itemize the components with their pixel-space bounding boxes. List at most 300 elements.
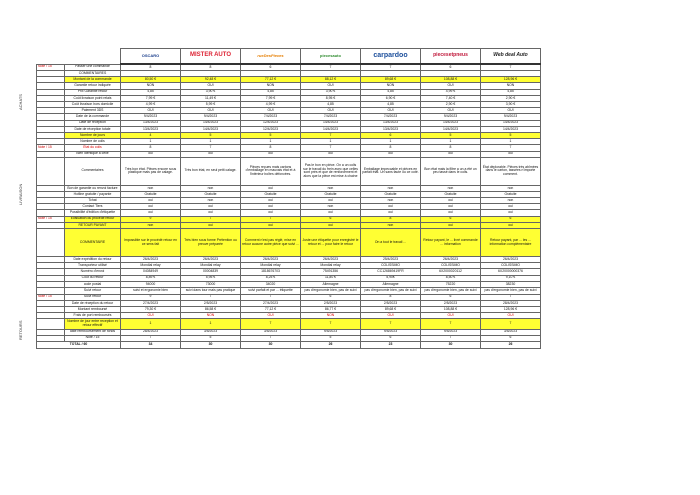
cell-value: 26/4/2023: [181, 257, 241, 263]
cell-value: 34020: [241, 281, 301, 287]
cell-value: oui: [121, 204, 181, 210]
row-label: COMMENTAIRES: [65, 70, 121, 77]
cell-value: 6: [301, 294, 361, 300]
cell-value: 11,80 €: [301, 275, 361, 281]
cell-value: 13/4/2023: [121, 126, 181, 132]
cell-value: 26/4/2023: [301, 257, 361, 263]
cell-value: 14/4/2023: [421, 120, 481, 126]
cell-value: Comment n'est pas réglé, mise en retour aucune autre pièce que suivi ...: [241, 229, 301, 257]
cell-value: Pas le bon en pièce. On a un colis sur le travail du frein avec que celles sont près et que de renforcement et alors que la pièce est mise à chaine: [301, 157, 361, 185]
cell-value: oui: [241, 151, 301, 157]
cell-value: OUI: [481, 108, 541, 114]
cell-value: oui: [421, 210, 481, 216]
cell-value: 5: [421, 132, 481, 138]
cell-value: Gratuite: [241, 191, 301, 197]
cell-value: 8: [421, 145, 481, 151]
webdealauto-logo: Web deal Auto: [493, 52, 528, 59]
row-label: Date de la commande: [65, 114, 121, 120]
cell-value: 4,85: [301, 102, 361, 108]
cell-value: non: [481, 198, 541, 204]
cell-value: Pièces reçues mais cartons d'emballage en mauvais état et à l'intérieur boîtes défoncées.: [241, 157, 301, 185]
cell-value: NON: [241, 83, 301, 89]
cell-value: 80,50 €: [121, 77, 181, 83]
cell-value: OUI: [421, 108, 481, 114]
cell-value: Gratuite: [181, 191, 241, 197]
row-note: Note / 15: [37, 145, 65, 151]
cell-value: 7/4/2023: [361, 114, 421, 120]
cell-value: 7: [361, 64, 421, 70]
cell-value: OUI: [241, 108, 301, 114]
cell-value: 26/4/2023: [421, 257, 481, 263]
total-value: 30: [241, 341, 301, 348]
row-label: Nombre de jours: [65, 132, 121, 138]
cell-value: Gratuite: [121, 191, 181, 197]
site-header-3: [301, 49, 361, 65]
cell-value: oui: [181, 204, 241, 210]
cell-value: OUI: [121, 313, 181, 319]
cell-value: oui: [421, 204, 481, 210]
cell-value: Mondial relay: [181, 263, 241, 269]
cell-value: non: [181, 198, 241, 204]
cell-value: oui: [481, 222, 541, 228]
row-label: Garantie retour indiquée: [65, 83, 121, 89]
cell-value: 7: [421, 319, 481, 329]
cell-value: OUI: [421, 83, 481, 89]
cell-value: 4: [121, 132, 181, 138]
row-note: Note / 15: [37, 216, 65, 222]
row-label: Suivi retour: [65, 287, 121, 294]
cell-value: 1: [121, 319, 181, 329]
cell-value: NON: [361, 83, 421, 89]
cell-value: 8: [361, 294, 421, 300]
section-label-livraison: LIVRAISON: [18, 183, 23, 205]
cell-value: 89,68 €: [361, 306, 421, 312]
cell-value: oui: [241, 185, 301, 191]
cell-value: 4,85: [361, 89, 421, 95]
header-spacer: [37, 49, 65, 65]
cell-value: oui: [121, 210, 181, 216]
cell-value: 1: [421, 139, 481, 145]
cell-value: 8,95 €: [301, 95, 361, 101]
cell-value: 7: [361, 319, 421, 329]
cell-value: COLISSIMO: [361, 263, 421, 269]
carpardoo-logo: carpardoo: [373, 52, 408, 60]
table-row: [37, 70, 541, 77]
total-label: TOTAL / 60: [37, 341, 121, 348]
cell-value: oui: [301, 210, 361, 216]
cell-value: 13/4/2023: [361, 120, 421, 126]
cell-value: 7: [481, 145, 541, 151]
cell-value: 7: [301, 132, 361, 138]
cell-value: pas d'ergonomie bien, pas de suivi: [301, 287, 361, 294]
cell-value: 3/5/2023: [481, 329, 541, 335]
cell-value: oui: [421, 151, 481, 157]
cell-value: pas d'ergonomie bien, pas de suivi: [481, 287, 541, 294]
cell-value: 26/4/2023: [241, 257, 301, 263]
row-label: Passer une commande: [65, 64, 121, 70]
cell-value: oui: [301, 222, 361, 228]
cell-value: Très bon état, en seul petit calage.: [181, 157, 241, 185]
cell-value: 3,90 €: [301, 89, 361, 95]
cell-value: Juste une étiquette pour enregistré le retour et ... pour faire le retour: [301, 229, 361, 257]
cell-value: 1: [361, 139, 421, 145]
cell-value: 5: [181, 132, 241, 138]
row-label: État du colis: [65, 145, 121, 151]
cell-value: 77,12 €: [241, 306, 301, 312]
cell-value: Impossible sur le procédé retour en ce sens fait: [121, 229, 181, 257]
cell-value: 5,99 €: [181, 102, 241, 108]
cell-value: 1818676703: [241, 269, 301, 275]
cell-value: 6: [481, 216, 541, 222]
cell-value: 3,90 €: [181, 89, 241, 95]
cell-value: oui: [181, 151, 241, 157]
cell-value: Retour payant, le ... livré commande ... information: [421, 229, 481, 257]
cell-value: 9,10 €: [481, 275, 541, 281]
row-label: Date de réception du retour: [65, 300, 121, 306]
cell-value: 5: [301, 335, 361, 341]
cell-value: 86,77 €: [301, 306, 361, 312]
cell-value: 8: [121, 64, 181, 70]
cell-value: 2/5/2023: [361, 300, 421, 306]
cell-value: NON: [181, 313, 241, 319]
cell-value: 14/4/2023: [421, 126, 481, 132]
cell-value: pas d'ergonomie bien, pas de suivi: [361, 287, 421, 294]
cell-value: 28/4/2023: [481, 300, 541, 306]
cell-value: 38230: [481, 281, 541, 287]
cell-value: 28/4/2023: [121, 329, 181, 335]
cell-value: Mondial relay: [121, 263, 181, 269]
cell-value: 13/4/2023: [121, 120, 181, 126]
row-label: Commentaires: [65, 157, 121, 185]
row-label: RETOUR PAYANT: [65, 222, 121, 228]
cell-value: 7: [241, 294, 301, 300]
cell-value: 6,90 €: [361, 95, 421, 101]
cell-value: 00004839: [181, 269, 241, 275]
cell-value: 7: [481, 319, 541, 329]
cell-value: 89,68 €: [361, 77, 421, 83]
cell-value: oui: [421, 198, 481, 204]
cell-value: 14/4/2023: [481, 126, 541, 132]
cell-value: CC126869419FR: [361, 269, 421, 275]
total-value: 26: [301, 341, 361, 348]
cell-value: oui: [241, 222, 301, 228]
cell-value: 6: [361, 335, 421, 341]
row-label: date remboursement de fonds: [65, 329, 121, 335]
cell-value: 7,99 €: [241, 95, 301, 101]
cell-value: 8: [361, 145, 421, 151]
cell-value: OUI: [181, 83, 241, 89]
cell-value: 7: [181, 294, 241, 300]
header-row: [37, 49, 541, 65]
row-label: Tchat: [65, 198, 121, 204]
cell-value: OUI: [121, 108, 181, 114]
cell-value: 27/4/2023: [241, 300, 301, 306]
row-label: Bon de garantie ou renvoi facture: [65, 185, 121, 191]
site-header-6: [481, 49, 541, 65]
cell-value: NON: [301, 313, 361, 319]
total-value: 30: [421, 341, 481, 348]
cell-value: 7: [121, 335, 181, 341]
row-note: [37, 319, 65, 329]
table-row: [37, 319, 541, 329]
row-label: Prix Garantie retour: [65, 89, 121, 95]
cell-value: Gratuite: [301, 191, 361, 197]
row-label: Évaluation du procédé retour: [65, 216, 121, 222]
cell-value: 9/5/2023: [421, 329, 481, 335]
cell-value: 8: [121, 145, 181, 151]
table-row: [37, 157, 541, 185]
cell-value: 26/4/2023: [481, 257, 541, 263]
cell-value: Allemagne: [301, 281, 361, 287]
cell-value: 1: [121, 139, 181, 145]
cell-value: [241, 70, 301, 77]
cell-value: oui: [421, 222, 481, 228]
row-label: Montant remboursé: [65, 306, 121, 312]
cell-value: Emballage impeccable et pièces en parfait état. Un sans faute ou ce coté.: [361, 157, 421, 185]
row-label: Date expédition du retour: [65, 257, 121, 263]
cell-value: 3/5/2023: [181, 329, 241, 335]
cell-value: 73000: [181, 281, 241, 287]
cell-value: Mondial relay: [301, 263, 361, 269]
cell-value: 1: [181, 139, 241, 145]
cell-value: 7: [421, 335, 481, 341]
row-label: Date de réception: [65, 120, 121, 126]
cell-value: oui: [481, 210, 541, 216]
cell-value: 6: [421, 64, 481, 70]
cell-value: 128,96 €: [481, 77, 541, 83]
row-label: Paiement 3DS: [65, 108, 121, 114]
cell-value: Gratuite: [361, 191, 421, 197]
cell-value: [181, 70, 241, 77]
oscaro-logo: OSCARO: [141, 53, 160, 59]
cell-value: 1: [481, 139, 541, 145]
cell-value: non: [301, 185, 361, 191]
cell-value: non: [301, 204, 361, 210]
cell-value: 6X2000020112: [421, 269, 481, 275]
cell-value: 14/4/2023: [181, 126, 241, 132]
row-label: Nombre de jour entre reception et retour effectif: [65, 319, 121, 329]
cell-value: 2,90 €: [421, 102, 481, 108]
cell-value: 7: [301, 145, 361, 151]
cell-value: 5,90€: [361, 275, 421, 281]
mister-auto-logo: MISTER AUTO: [189, 52, 231, 59]
cell-value: 1: [181, 319, 241, 329]
cell-value: [361, 70, 421, 77]
cell-value: 27/4/2023: [121, 300, 181, 306]
cell-value: Très bien sous forme Prétention ou preuve préparée: [181, 229, 241, 257]
row-label: Suivi retour: [65, 294, 121, 300]
cell-value: non: [361, 185, 421, 191]
piecesetpneus-logo: piecesetpneus: [433, 52, 468, 59]
cell-value: oui: [241, 210, 301, 216]
table-row: [37, 287, 541, 294]
row-note: Note / 15: [37, 294, 65, 300]
cell-value: 4,99 €: [421, 89, 481, 95]
cell-value: 04084949: [121, 269, 181, 275]
cell-value: [121, 70, 181, 77]
row-note: [37, 287, 65, 294]
cell-value: [301, 70, 361, 77]
cell-value: 5: [241, 132, 301, 138]
cell-value: 6: [361, 132, 421, 138]
cell-value: 3,90 €: [481, 102, 541, 108]
cell-value: OUI: [181, 108, 241, 114]
total-value: 26: [481, 341, 541, 348]
cell-value: 94000: [121, 281, 181, 287]
cell-value: 11,49 €: [181, 95, 241, 101]
cell-value: non: [181, 185, 241, 191]
cell-value: Gratuite: [421, 191, 481, 197]
cell-value: 4,99 €: [121, 102, 181, 108]
cell-value: 75220: [421, 281, 481, 287]
cell-value: 9/4/2023: [421, 114, 481, 120]
cell-value: 2/5/2023: [421, 300, 481, 306]
header-spacer: [65, 49, 121, 65]
cell-value: 7: [181, 145, 241, 151]
total-value: 23: [361, 341, 421, 348]
total-value: 30: [181, 341, 241, 348]
cell-value: On a tout le travail ...: [361, 229, 421, 257]
cell-value: 7: [301, 64, 361, 70]
cell-value: 1: [301, 139, 361, 145]
comparison-sheet: [36, 48, 540, 349]
cell-value: oui: [361, 204, 421, 210]
cell-value: 6: [241, 64, 301, 70]
row-note: [37, 229, 65, 257]
cell-value: OUI: [421, 313, 481, 319]
cell-value: suivi et ergonomie bien: [121, 287, 181, 294]
cell-value: OUI: [241, 313, 301, 319]
cell-value: 6: [481, 335, 541, 341]
cell-value: 77,12 €: [241, 77, 301, 83]
cell-value: 4,85: [361, 102, 421, 108]
cell-value: OUI: [301, 108, 361, 114]
row-label: Frais de port remboursés: [65, 313, 121, 319]
row-label: COMMENTAIRE: [65, 229, 121, 257]
cell-value: 7/4/2023: [241, 114, 301, 120]
cell-value: 9: [121, 216, 181, 222]
cell-value: oui: [121, 198, 181, 204]
cell-value: oui: [181, 210, 241, 216]
cell-value: non: [121, 222, 181, 228]
cell-value: 14/4/2023: [481, 120, 541, 126]
cell-value: Allemagne: [361, 281, 421, 287]
cell-value: Retour payant, par ... les ... information complémentaire: [481, 229, 541, 257]
cell-value: 9/5/2023: [301, 329, 361, 335]
table-row: [37, 229, 541, 257]
cell-value: OUI: [481, 313, 541, 319]
cell-value: OUI: [361, 108, 421, 114]
cell-value: 92,48 €: [181, 77, 241, 83]
row-label: Coût livraison hors domicile: [65, 102, 121, 108]
cell-value: oui: [241, 204, 301, 210]
cell-value: 6: [421, 216, 481, 222]
cell-value: 79,30 €: [121, 306, 181, 312]
cell-value: 2,90 €: [481, 95, 541, 101]
cell-value: NON: [481, 83, 541, 89]
row-label: code postal: [65, 281, 121, 287]
site-header-5: [421, 49, 481, 65]
cell-value: 75491356: [301, 269, 361, 275]
cell-value: 13/4/2023: [361, 126, 421, 132]
cell-value: oui: [361, 210, 421, 216]
cell-value: 9/4/2023: [481, 114, 541, 120]
cell-value: non: [361, 198, 421, 204]
cell-value: 2/5/2023: [181, 300, 241, 306]
cell-value: 14/4/2023: [181, 120, 241, 126]
site-header-1: [181, 49, 241, 65]
cell-value: 12/4/2023: [241, 120, 301, 126]
cell-value: 7/4/2023: [301, 114, 361, 120]
row-label: Nombre de colis: [65, 139, 121, 145]
cell-value: 4,85: [241, 89, 301, 95]
cell-value: 8: [241, 145, 301, 151]
row-label: Transporteur utilisé: [65, 263, 121, 269]
cell-value: 9/5/2023: [361, 329, 421, 335]
cell-value: COLISSIMO: [481, 263, 541, 269]
cell-value: Bon état mais la filtre a un a été un peu tassé dans le colis.: [421, 157, 481, 185]
cell-value: 9/4/2023: [181, 114, 241, 120]
cell-value: 25/4/2023: [361, 257, 421, 263]
cell-value: suivi dans tour mais pas pratique: [181, 287, 241, 294]
row-label: Numéro d'envoi: [65, 269, 121, 275]
row-note: Note / 15: [37, 64, 65, 70]
row-note: [37, 70, 65, 77]
cell-value: 14/4/2023: [301, 126, 361, 132]
cell-value: non: [361, 222, 421, 228]
cell-value: COLISSIMO: [421, 263, 481, 269]
cell-value: OUI: [361, 313, 421, 319]
site-header-0: [121, 49, 181, 65]
cell-value: 8: [361, 216, 421, 222]
cell-value: non: [481, 185, 541, 191]
cell-value: 108,88 €: [421, 77, 481, 83]
cell-value: pas d'ergonomie bien, pas de suivi: [421, 287, 481, 294]
cell-value: 8: [181, 64, 241, 70]
cell-value: 7: [241, 335, 301, 341]
cell-value: 14/4/2023: [301, 120, 361, 126]
cell-value: 8,50 €: [421, 275, 481, 281]
cell-value: 9: [121, 294, 181, 300]
cell-value: 7: [481, 294, 541, 300]
cell-value: 3/5/2023: [241, 329, 301, 335]
cell-value: 12/4/2023: [241, 126, 301, 132]
cell-value: 7,99 €: [121, 95, 181, 101]
cell-value: 4,85: [121, 89, 181, 95]
cell-value: 8,25 €: [241, 275, 301, 281]
cell-value: 9/4/2023: [121, 114, 181, 120]
cell-value: suivi parfait et par ... étiquette: [241, 287, 301, 294]
cell-value: non: [121, 185, 181, 191]
cell-value: 7,40 €: [421, 95, 481, 101]
cell-value: 1: [241, 139, 301, 145]
cell-value: oui: [481, 151, 541, 157]
cell-value: oui: [181, 222, 241, 228]
cell-value: 88,12 €: [301, 77, 361, 83]
cell-value: 6X20000000376: [481, 269, 541, 275]
total-row: [37, 341, 541, 348]
total-value: 34: [121, 341, 181, 348]
cell-value: oui: [301, 198, 361, 204]
cell-value: OUI: [301, 83, 361, 89]
row-label: Coût du retour: [65, 275, 121, 281]
row-label: Possibilité d'édition d'étiquette: [65, 210, 121, 216]
cell-value: 5: [181, 335, 241, 341]
cell-value: 5,95 €: [181, 275, 241, 281]
cell-value: 4,85: [481, 89, 541, 95]
cell-value: oui: [481, 204, 541, 210]
cell-value: État déplorable. Pièces très abîmées dans le carton, tassées n'importe comment.: [481, 157, 541, 185]
